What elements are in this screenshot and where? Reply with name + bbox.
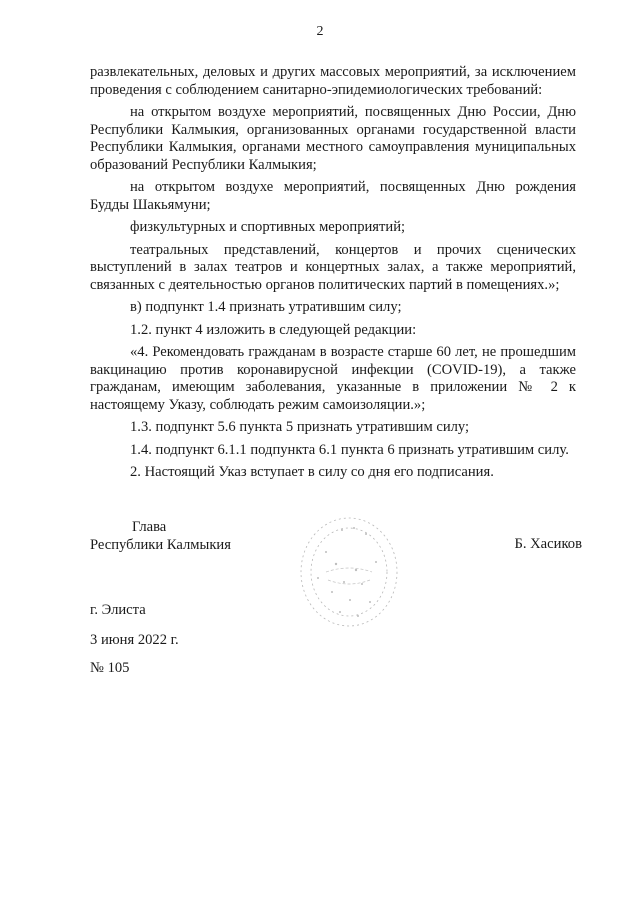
official-seal <box>296 512 402 630</box>
paragraph-russia-day-events: на открытом воздухе мероприятий, посвященных Дню России, Дню Республики Калмыкия, организованных органами государственной власти Республики Калмыкия, органами местного самоуправления муниципальных образований Республики Калмыкия; <box>90 104 576 173</box>
document-city: г. Элиста <box>90 602 146 618</box>
document-date: 3 июня 2022 г. <box>90 632 179 648</box>
paragraph-clause-1-2: 1.2. пункт 4 изложить в следующей редакции: <box>130 321 417 338</box>
signatory-title-line2: Республики Калмыкия <box>90 537 231 553</box>
paragraph-clause-4-text: «4. Рекомендовать гражданам в возрасте старше 60 лет, не прошедшим вакцинацию против коронавирусной инфекции (COVID-19), а также гражданам, имеющим заболевания, указанные в приложении № 2 к настоящему Указу, соблюдать режим самоизоляции.»; <box>90 344 576 413</box>
paragraph-subclause-1-4: в) подпункт 1.4 признать утратившим силу; <box>130 299 402 315</box>
paragraph-sports-events: физкультурных и спортивных мероприятий; <box>130 219 406 235</box>
paragraph-theatre-events: театральных представлений, концертов и прочих сценических выступлений в залах театров и концертных залах, а также мероприятий, связанных с деятельностью органов политических партий в помещениях.»; <box>90 241 576 293</box>
paragraph-clause-1-4: 1.4. подпункт 6.1.1 подпункта 6.1 пункта 6 признать утратившим силу. <box>130 441 569 458</box>
page-number: 2 <box>316 24 324 39</box>
signatory-title <box>90 518 231 554</box>
signatory-name: Б. Хасиков <box>514 536 582 552</box>
document-number: № 105 <box>90 660 130 676</box>
paragraph-effective-date: 2. Настоящий Указ вступает в силу со дня его подписания. <box>130 464 494 480</box>
paragraph-continuation: развлекательных, деловых и других массовых мероприятий, за исключением проведения с соблюдением санитарно-эпидемиологических требований: <box>90 64 576 98</box>
signatory-title-line1: Глава <box>132 519 167 535</box>
paragraph-buddha-birthday-events: на открытом воздухе мероприятий, посвященных Дню рождения Будды Шакьямуни; <box>90 179 576 213</box>
decree-body <box>90 64 576 487</box>
paragraph-clause-1-3: 1.3. подпункт 5.6 пункта 5 признать утратившим силу; <box>130 419 470 435</box>
